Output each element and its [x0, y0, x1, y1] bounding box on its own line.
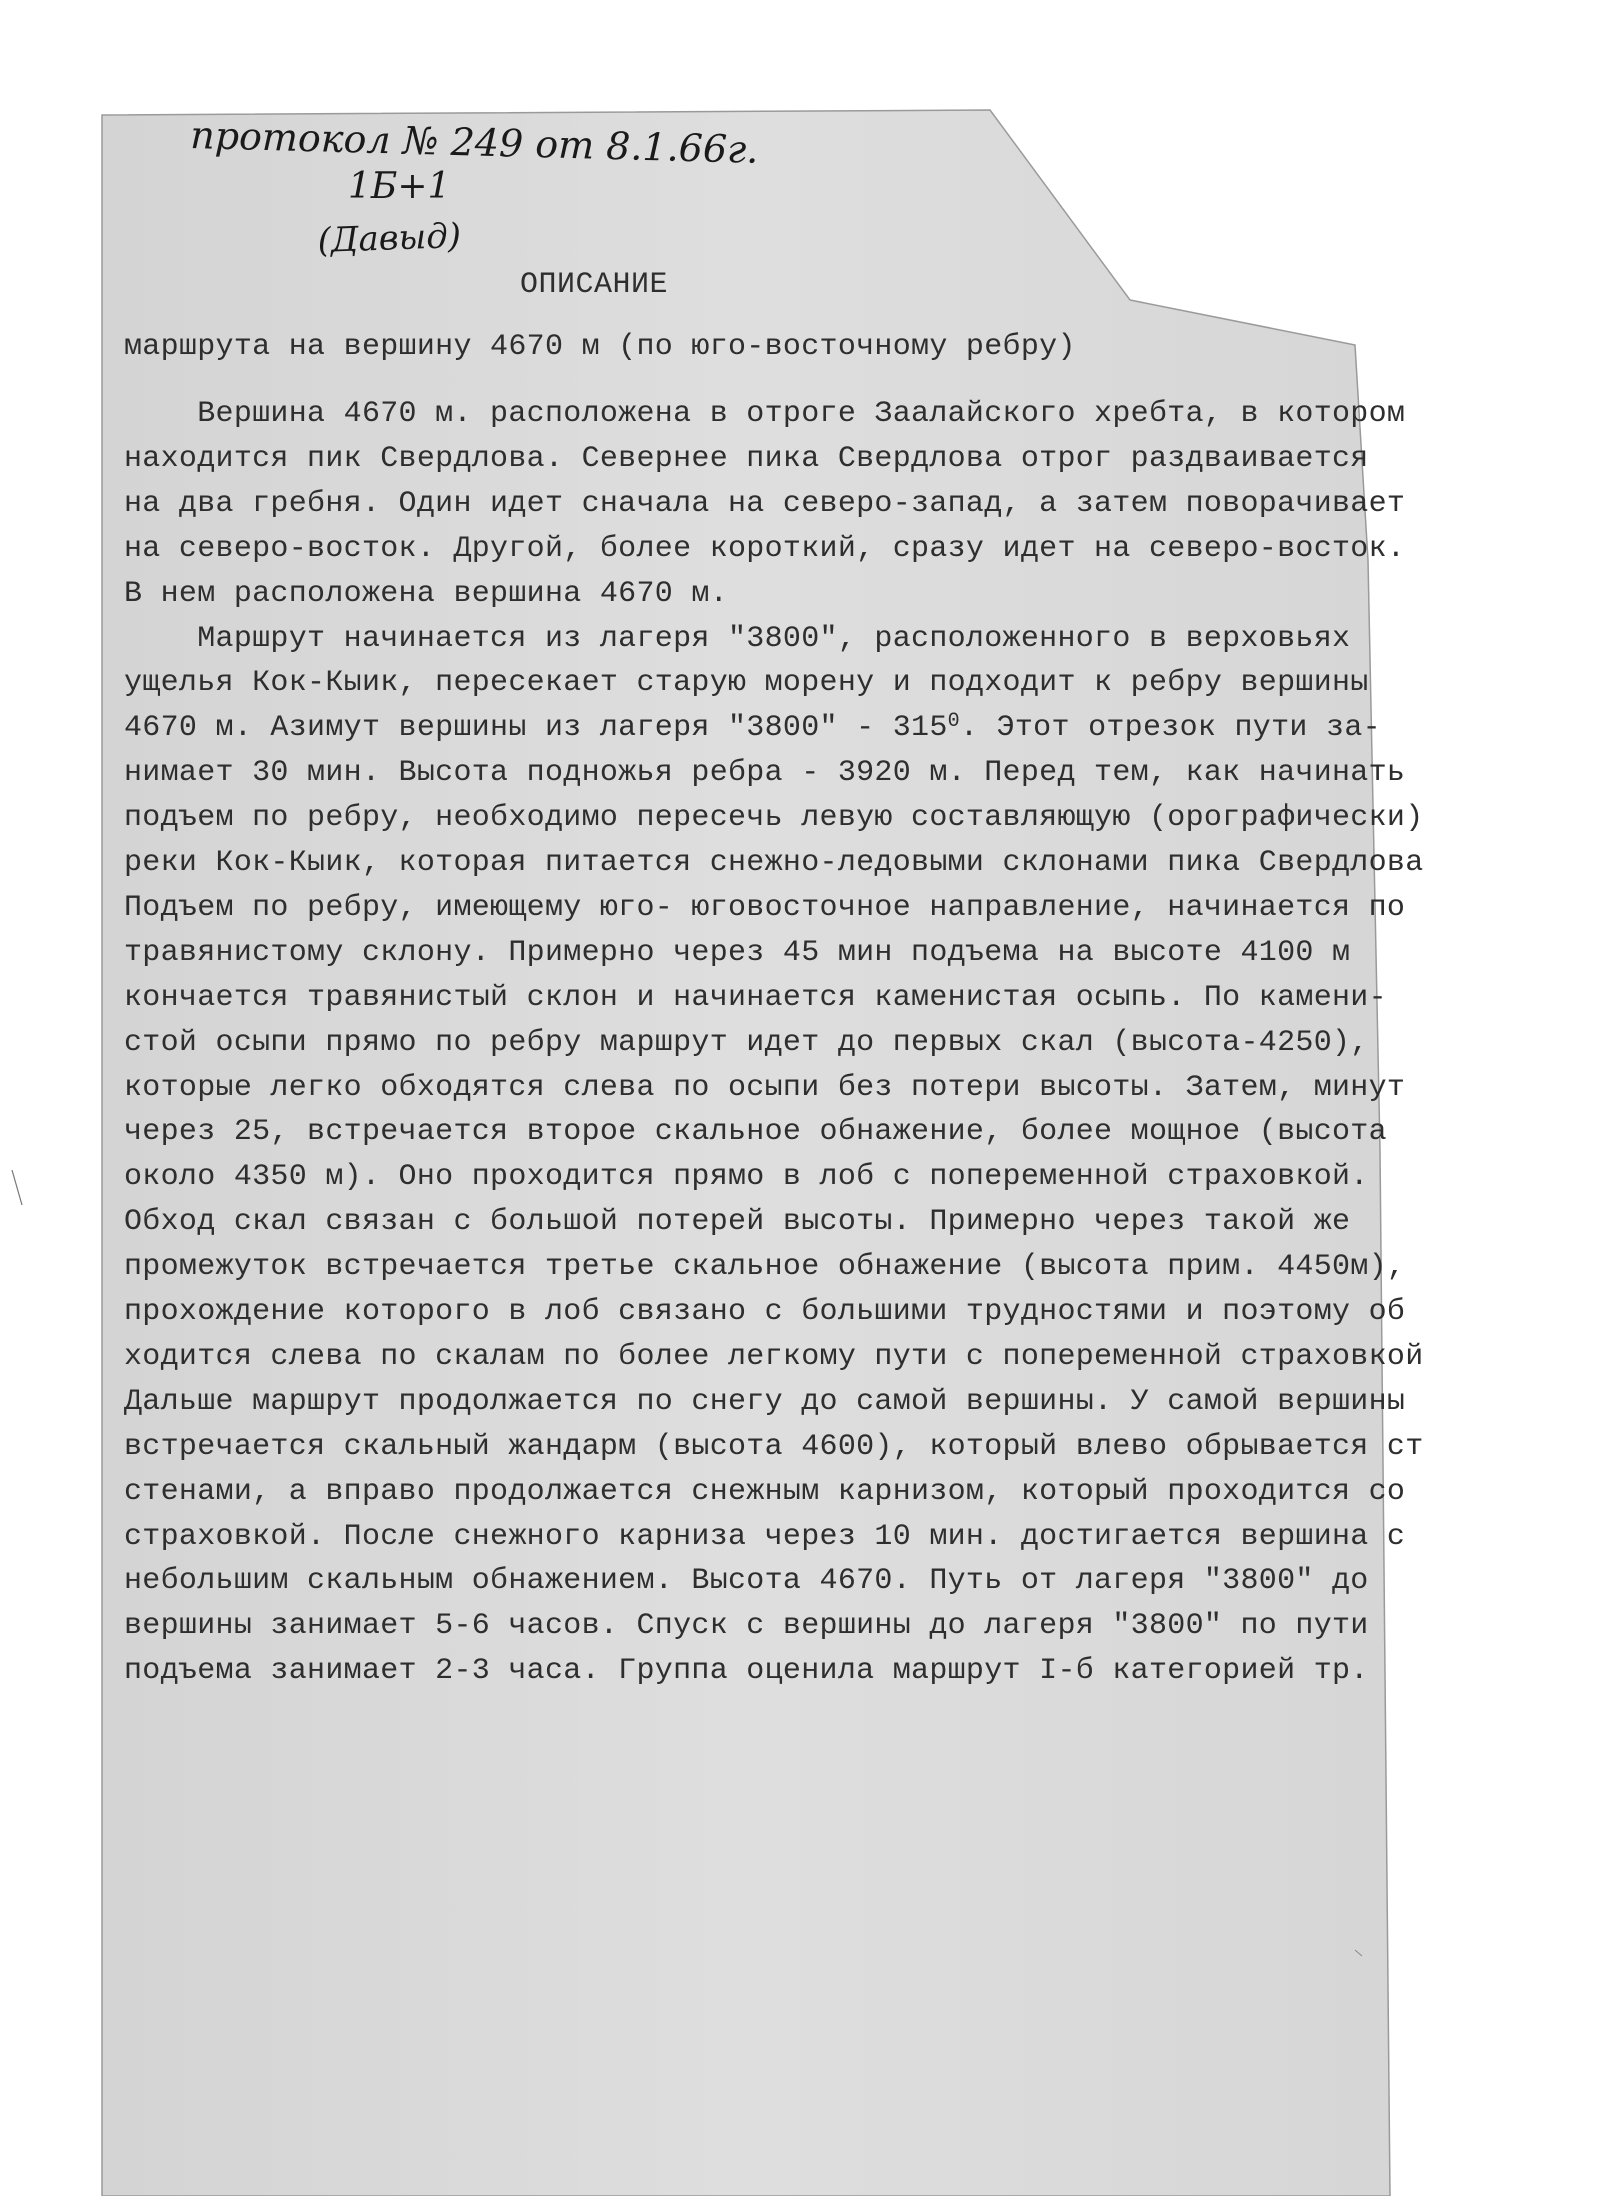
text-line-content: которые легко обходятся слева по осыпи без потери высоты. Затем, минут	[124, 1070, 1406, 1105]
text-line	[124, 1294, 1405, 1330]
text-line	[124, 396, 1405, 432]
text-line	[124, 1204, 1350, 1240]
handwritten-line-1: протокол № 249 от 8.1.66г.	[189, 113, 759, 172]
text-line	[124, 1608, 1369, 1644]
document-subtitle: маршрута на вершину 4670 м (по юго-восточному ребру)	[124, 330, 1076, 364]
text-line	[124, 1070, 1405, 1106]
document-title: ОПИСАНИЕ	[520, 268, 669, 302]
text-line-content: промежуток встречается третье скальное обнажение (высота прим. 4450м),	[124, 1250, 1406, 1285]
text-line	[124, 1653, 1369, 1689]
text-line	[124, 845, 1424, 881]
edge-mark	[12, 1170, 22, 1205]
text-line-content: стенами, а вправо продолжается снежным карнизом, который проходится со	[124, 1474, 1406, 1509]
text-line-content: на сeверо-восток. Другой, более короткий, сразу идет на северо-восток.	[124, 531, 1406, 566]
text-line	[124, 1429, 1424, 1465]
text-line	[124, 1474, 1405, 1510]
text-line-content: ходится слева по скалам по более легкому пути с попеременной страховкой	[124, 1339, 1424, 1374]
text-line	[124, 1249, 1405, 1285]
text-line-tail: . Этот отрезок пути за-	[959, 711, 1381, 746]
text-line-content: реки Кок-Кыик, которaя питается снежно-ледовыми склонами пика Свердлова	[124, 846, 1424, 880]
text-line-content: кончается травянистый склон и начинается каменистая осыпь. По камени-	[124, 980, 1387, 1015]
text-line	[124, 1114, 1387, 1150]
text-line-content: подъем по ребру, необходимо пересечь левую составляющую (орографически)	[124, 801, 1424, 836]
text-line	[124, 755, 1405, 791]
text-line-content: нимает 30 мин. Высота подножья ребра - 3920 м. Перед тем, как начинать	[124, 756, 1406, 791]
text-line	[124, 531, 1405, 567]
text-line-content: травянистому склону. Примерно через 45 мин подъема на высоте 4100 м	[124, 935, 1351, 970]
text-line-content: ущелья Кок-Кыик, пересекает старую морену и подходит к ребру вершины	[124, 666, 1369, 701]
handwritten-line-3: (Давыд)	[316, 216, 462, 261]
handwritten-line-2: 1Б+1	[348, 166, 451, 207]
text-line	[124, 1339, 1424, 1375]
text-line-content: страховкой. После снежного карниза через 10 мин. достигается вершина с	[124, 1519, 1406, 1554]
text-line	[124, 710, 1381, 746]
text-line-content: Обход скал связан с большой потерей высоты. Примерно через такой же	[124, 1205, 1351, 1240]
text-line-content: Маршрут начинается из лагеря "3800", расположенного в верховьях	[124, 621, 1351, 656]
text-line	[124, 890, 1405, 926]
text-line	[124, 1159, 1369, 1195]
handwritten-note	[180, 100, 820, 280]
text-line-content: В нем расположена вершина 4670 м.	[124, 576, 728, 611]
text-line-content: 4670 м. Азимут вершины из лагеря "3800" - 315	[124, 711, 948, 746]
text-line	[124, 665, 1369, 701]
text-line-content: на два гребня. Один идет сначала на северо-запад, а затем поворачивает	[124, 486, 1406, 521]
text-line-content: через 25, встречается второе скальное обнажение, более мощное (высота	[124, 1115, 1387, 1150]
degree-mark: 0	[947, 710, 960, 734]
text-line-content: около 4350 м). Оно проходится прямо в лоб с попеременной страховкой.	[124, 1160, 1369, 1195]
text-line-content: прохождение которого в лоб связано с большими трудностями и поэтому об	[124, 1295, 1406, 1329]
text-line	[124, 935, 1350, 971]
text-line-content: встречается скальный жандарм (высота 4600), который влево обрывается ст	[124, 1429, 1424, 1464]
text-line	[124, 576, 728, 612]
text-line	[124, 486, 1405, 522]
text-line	[124, 1563, 1369, 1599]
text-line	[124, 441, 1369, 477]
text-line-content: подъема занимает 2-3 часа. Группа оценила маршрут I-б категорией тр.	[124, 1654, 1369, 1689]
text-line-content: стой осыпи прямо по ребру маршрут идет до первых скал (высота-4250),	[124, 1025, 1369, 1060]
text-line-content: Вершина 4670 м. расположена в отроге Заалайского хребта, в котором	[124, 397, 1406, 431]
text-line	[124, 1519, 1405, 1555]
text-line	[124, 800, 1424, 836]
text-line	[124, 621, 1350, 657]
text-line-content: вершины занимает 5-6 часов. Спуск с вершины до лагеря "3800" по пути	[124, 1609, 1369, 1644]
text-line	[124, 980, 1387, 1016]
text-line-content: небольшим скальным обнажением. Высота 4670. Путь от лагеря "3800" до	[124, 1564, 1369, 1599]
handwriting-strokes	[180, 100, 820, 280]
text-line-content: находится пик Свердлова. Севернее пика Свердлова отрог раздваивается	[124, 441, 1369, 476]
text-line-content: Дальше маршрут продолжается по снегу до самой вершины. У самой вершины	[124, 1384, 1406, 1419]
text-line	[124, 1384, 1405, 1420]
text-line-content: Подъем по ребру, имеющему юго- юговосточное направление, начинается по	[124, 890, 1406, 925]
text-line	[124, 1025, 1369, 1061]
